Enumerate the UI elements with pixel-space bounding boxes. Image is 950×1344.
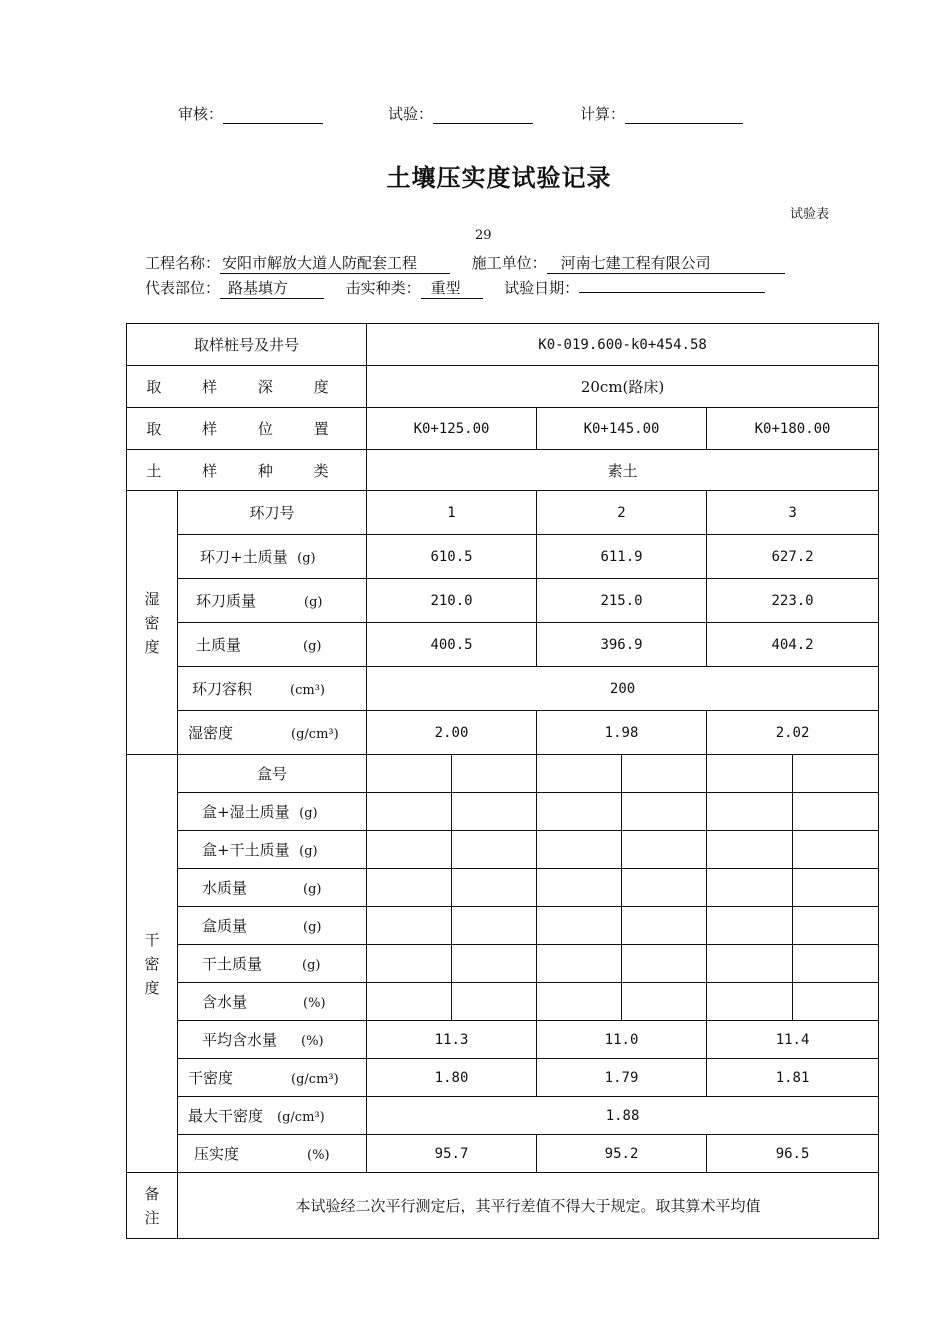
compaction-label	[178, 1135, 367, 1173]
box-dry-row	[127, 831, 879, 869]
part-info-row	[145, 277, 765, 299]
box-dry-label	[178, 831, 367, 869]
unit-label: 施工单位：	[471, 254, 547, 272]
box-mass-label	[178, 907, 367, 945]
position-value: K0+145.00	[537, 408, 707, 450]
avg-moisture-label-text: 平均含水量	[202, 1031, 278, 1049]
data-cell[interactable]	[367, 907, 452, 945]
data-cell[interactable]	[367, 869, 452, 907]
water-mass-label	[178, 869, 367, 907]
remarks-row	[127, 1173, 879, 1239]
dry-density-label	[178, 1059, 367, 1097]
ring-mass-unit: (g)	[304, 595, 323, 610]
data-cell[interactable]	[537, 983, 622, 1021]
calc-signature	[580, 103, 743, 124]
box-wet-row	[127, 793, 879, 831]
data-cell[interactable]	[793, 831, 879, 869]
wet-density-row	[127, 711, 879, 755]
water-mass-unit: (g)	[303, 882, 322, 897]
box-wet-unit: (g)	[299, 806, 318, 821]
soil-mass-label	[178, 623, 367, 667]
ring-soil-unit: (g)	[297, 551, 316, 566]
avg-moisture-unit: (%)	[301, 1034, 324, 1049]
part-label: 代表部位：	[145, 279, 221, 297]
wet-density-value: 2.02	[707, 711, 879, 755]
compaction-value: 95.2	[537, 1135, 707, 1173]
project-value: 安阳市解放大道人防配套工程	[220, 252, 450, 274]
data-cell[interactable]	[537, 831, 622, 869]
ring-soil-value: 611.9	[537, 535, 707, 579]
box-no-cell[interactable]	[452, 755, 537, 793]
data-cell[interactable]	[707, 869, 793, 907]
data-cell[interactable]	[537, 793, 622, 831]
data-cell[interactable]	[452, 983, 537, 1021]
box-wet-label	[178, 793, 367, 831]
avg-moisture-value: 11.3	[367, 1021, 537, 1059]
station-row	[127, 324, 879, 366]
review-field[interactable]	[223, 108, 323, 124]
part-value: 路基填方	[220, 277, 324, 299]
data-cell[interactable]	[707, 793, 793, 831]
box-no-cell[interactable]	[622, 755, 707, 793]
data-cell[interactable]	[452, 793, 537, 831]
soil-type-value: 素土	[367, 450, 879, 491]
data-cell[interactable]	[452, 869, 537, 907]
ring-soil-value: 627.2	[707, 535, 879, 579]
form-label: 试验表	[790, 207, 830, 222]
moisture-label-text: 含水量	[202, 993, 248, 1011]
data-cell[interactable]	[707, 945, 793, 983]
moisture-unit: (%)	[303, 996, 326, 1011]
dry-density-section-text: 干密度	[144, 930, 160, 997]
data-cell[interactable]	[793, 945, 879, 983]
data-cell[interactable]	[707, 983, 793, 1021]
avg-moisture-value: 11.0	[537, 1021, 707, 1059]
dry-soil-row	[127, 945, 879, 983]
data-cell[interactable]	[793, 983, 879, 1021]
max-dry-density-unit: (g/cm³)	[277, 1110, 325, 1125]
compaction-value: 96.5	[707, 1135, 879, 1173]
soil-mass-label-text: 土质量	[196, 636, 242, 654]
compaction-type-label: 击实种类：	[345, 279, 421, 297]
soil-mass-value: 400.5	[367, 623, 537, 667]
dry-density-value: 1.79	[537, 1059, 707, 1097]
dry-density-value: 1.80	[367, 1059, 537, 1097]
ring-no-label: 环刀号	[178, 491, 367, 535]
wet-density-value: 2.00	[367, 711, 537, 755]
data-cell[interactable]	[707, 831, 793, 869]
dry-density-value: 1.81	[707, 1059, 879, 1097]
ring-no-value: 3	[707, 491, 879, 535]
data-cell[interactable]	[622, 945, 707, 983]
ring-volume-label	[178, 667, 367, 711]
review-label: 审核：	[178, 105, 224, 123]
box-wet-label-text: 盒+湿土质量	[202, 803, 290, 821]
date-label: 试验日期：	[504, 279, 580, 297]
moisture-row	[127, 983, 879, 1021]
compaction-type-value: 重型	[421, 277, 483, 299]
project-label: 工程名称：	[145, 254, 221, 272]
dry-density-section-label	[127, 755, 178, 1173]
ring-no-row	[127, 491, 879, 535]
remarks-label-text: 备注	[144, 1184, 160, 1227]
soil-type-label: 土 样 种 类	[127, 450, 367, 491]
position-row	[127, 408, 879, 450]
avg-moisture-value: 11.4	[707, 1021, 879, 1059]
ring-volume-row	[127, 667, 879, 711]
box-mass-label-text: 盒质量	[202, 917, 248, 935]
water-mass-row	[127, 869, 879, 907]
data-cell[interactable]	[537, 869, 622, 907]
ring-volume-unit: (cm³)	[290, 683, 325, 698]
box-dry-label-text: 盒+干土质量	[202, 841, 290, 859]
data-cell[interactable]	[793, 793, 879, 831]
ring-mass-label-text: 环刀质量	[196, 592, 257, 610]
data-cell[interactable]	[622, 793, 707, 831]
calc-label: 计算：	[580, 105, 626, 123]
ring-mass-value: 210.0	[367, 579, 537, 623]
ring-soil-label-text: 环刀+土质量	[200, 548, 288, 566]
compaction-unit: (%)	[307, 1148, 330, 1163]
ring-no-value: 1	[367, 491, 537, 535]
avg-moisture-row	[127, 1021, 879, 1059]
remarks-label	[127, 1173, 178, 1239]
data-cell[interactable]	[452, 945, 537, 983]
soil-mass-value: 396.9	[537, 623, 707, 667]
data-cell[interactable]	[537, 907, 622, 945]
data-cell[interactable]	[452, 907, 537, 945]
data-cell[interactable]	[707, 907, 793, 945]
test-field[interactable]	[433, 108, 533, 124]
box-no-cell[interactable]	[537, 755, 622, 793]
station-label: 取样桩号及井号	[127, 324, 367, 366]
compaction-value: 95.7	[367, 1135, 537, 1173]
box-no-cell[interactable]	[367, 755, 452, 793]
data-cell[interactable]	[622, 869, 707, 907]
data-cell[interactable]	[793, 869, 879, 907]
ring-no-value: 2	[537, 491, 707, 535]
ring-soil-label	[178, 535, 367, 579]
dry-soil-label	[178, 945, 367, 983]
dry-density-unit: (g/cm³)	[291, 1072, 339, 1087]
depth-row	[127, 366, 879, 408]
compaction-label-text: 压实度	[194, 1145, 240, 1163]
ring-mass-value: 223.0	[707, 579, 879, 623]
ring-mass-label	[178, 579, 367, 623]
position-value: K0+180.00	[707, 408, 879, 450]
box-mass-row	[127, 907, 879, 945]
soil-mass-unit: (g)	[303, 639, 322, 654]
max-dry-density-label-text: 最大干密度	[188, 1107, 264, 1125]
box-dry-unit: (g)	[299, 844, 318, 859]
data-cell[interactable]	[622, 831, 707, 869]
box-mass-unit: (g)	[303, 920, 322, 935]
record-table	[126, 323, 879, 1239]
form-number: 29	[475, 228, 492, 243]
ring-volume-label-text: 环刀容积	[192, 680, 253, 698]
box-no-cell[interactable]	[793, 755, 879, 793]
box-no-row	[127, 755, 879, 793]
ring-mass-row	[127, 579, 879, 623]
unit-value: 河南七建工程有限公司	[547, 252, 785, 274]
wet-density-section-label	[127, 491, 178, 755]
box-no-label: 盒号	[178, 755, 367, 793]
box-no-cell[interactable]	[707, 755, 793, 793]
data-cell[interactable]	[622, 907, 707, 945]
remarks-text: 本试验经二次平行测定后，其平行差值不得大于规定。取其算术平均值	[178, 1173, 879, 1239]
data-cell[interactable]	[367, 945, 452, 983]
position-value: K0+125.00	[367, 408, 537, 450]
wet-density-label	[178, 711, 367, 755]
max-dry-density-label	[178, 1097, 367, 1135]
max-dry-density-value: 1.88	[367, 1097, 879, 1135]
dry-soil-unit: (g)	[302, 958, 321, 973]
wet-density-label-text: 湿密度	[188, 724, 234, 742]
data-cell[interactable]	[367, 793, 452, 831]
compaction-row	[127, 1135, 879, 1173]
project-info-row	[145, 252, 785, 274]
water-mass-label-text: 水质量	[202, 879, 248, 897]
data-cell[interactable]	[452, 831, 537, 869]
dry-density-row	[127, 1059, 879, 1097]
dry-density-label-text: 干密度	[188, 1069, 234, 1087]
ring-mass-value: 215.0	[537, 579, 707, 623]
data-cell[interactable]	[793, 907, 879, 945]
position-label: 取 样 位 置	[127, 408, 367, 450]
data-cell[interactable]	[367, 831, 452, 869]
moisture-label	[178, 983, 367, 1021]
ring-soil-value: 610.5	[367, 535, 537, 579]
avg-moisture-label	[178, 1021, 367, 1059]
station-value: K0-019.600-k0+454.58	[367, 324, 879, 366]
depth-value: 20cm(路床)	[367, 366, 879, 408]
ring-volume-value: 200	[367, 667, 879, 711]
max-dry-density-row	[127, 1097, 879, 1135]
test-label: 试验：	[388, 105, 434, 123]
test-signature	[388, 103, 533, 124]
wet-density-value: 1.98	[537, 711, 707, 755]
soil-mass-row	[127, 623, 879, 667]
wet-density-section-text: 湿密度	[144, 589, 160, 656]
date-value[interactable]	[579, 292, 765, 293]
ring-soil-row	[127, 535, 879, 579]
dry-soil-label-text: 干土质量	[202, 955, 263, 973]
review-signature	[178, 103, 323, 124]
soil-type-row	[127, 450, 879, 491]
wet-density-unit: (g/cm³)	[291, 727, 339, 742]
soil-mass-value: 404.2	[707, 623, 879, 667]
data-cell[interactable]	[537, 945, 622, 983]
page-title: 土壤压实度试验记录	[386, 163, 612, 192]
data-cell[interactable]	[622, 983, 707, 1021]
data-cell[interactable]	[367, 983, 452, 1021]
calc-field[interactable]	[625, 108, 743, 124]
depth-label: 取 样 深 度	[127, 366, 367, 408]
